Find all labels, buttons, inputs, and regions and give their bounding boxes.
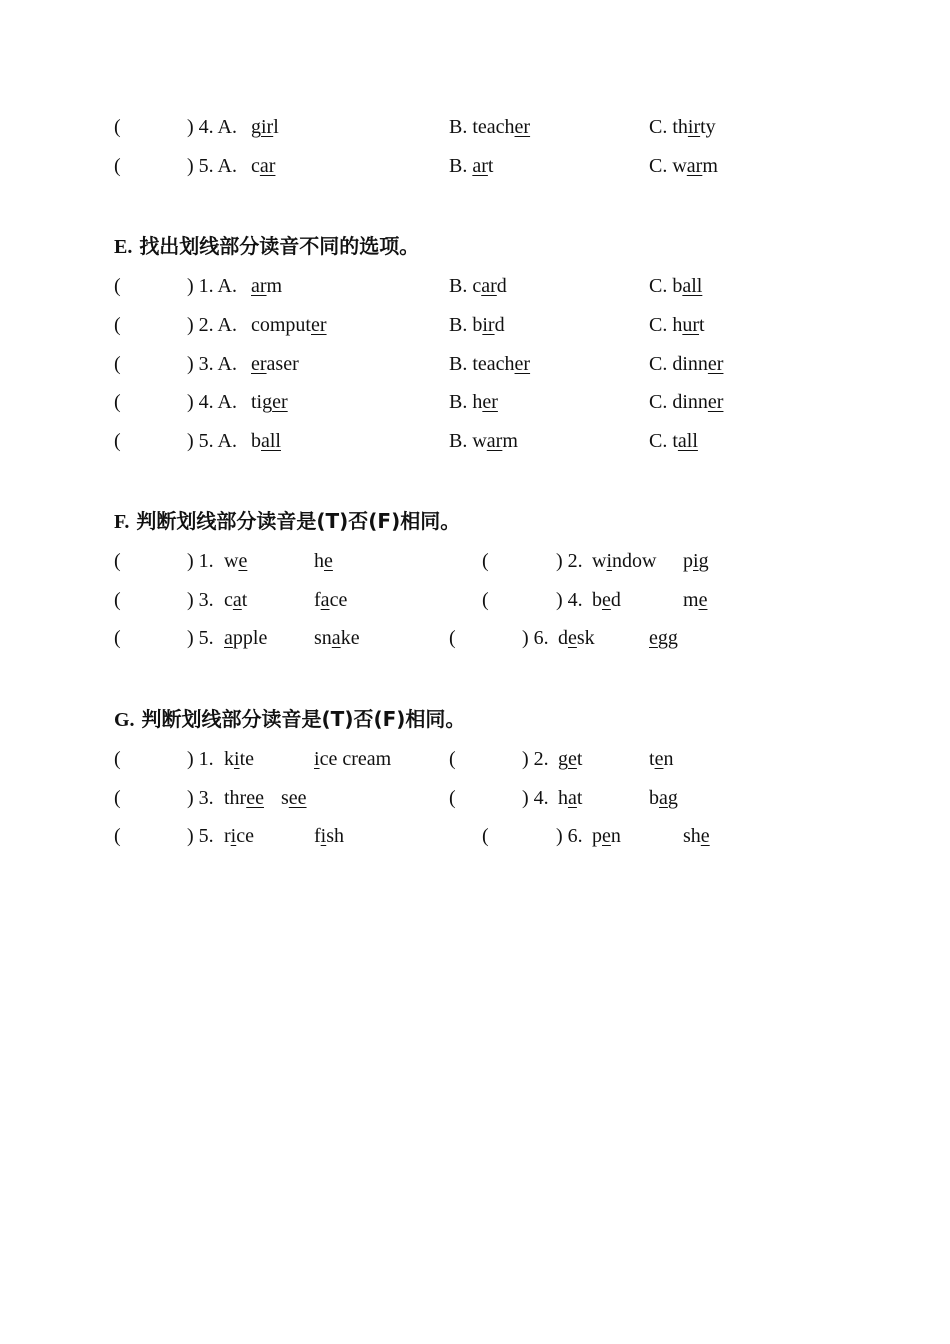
option-c: C. dinner — [649, 391, 724, 413]
option-c: C. ball — [649, 275, 703, 297]
section-letter: F. — [114, 511, 130, 533]
word-2: snake — [314, 627, 360, 649]
word-1: we — [224, 550, 248, 572]
question-number: ) 6. — [556, 825, 583, 847]
exercise-row — [0, 822, 950, 850]
answer-paren[interactable]: ( — [114, 155, 121, 177]
answer-paren[interactable]: ( — [114, 353, 121, 375]
option-a: eraser — [251, 353, 299, 375]
question-number: ) 3. A. — [187, 353, 237, 375]
exercise-row — [0, 586, 950, 614]
exercise-row — [0, 427, 950, 455]
word-1: rice — [224, 825, 254, 847]
section-title: 找出划线部分读音不同的选项。 — [139, 234, 420, 258]
question-number: ) 5. A. — [187, 155, 237, 177]
answer-paren[interactable]: ( — [482, 589, 489, 611]
answer-paren[interactable]: ( — [114, 391, 121, 413]
question-number: ) 3. — [187, 787, 214, 809]
answer-paren[interactable]: ( — [114, 787, 121, 809]
question-number: ) 2. — [522, 748, 549, 770]
word-2: fish — [314, 825, 345, 847]
word-1: apple — [224, 627, 268, 649]
question-number: ) 4. A. — [187, 391, 237, 413]
answer-paren[interactable]: ( — [114, 748, 121, 770]
option-a: tiger — [251, 391, 288, 413]
question-number: ) 2. A. — [187, 314, 237, 336]
answer-paren[interactable]: ( — [114, 825, 121, 847]
exercise-row — [0, 388, 950, 416]
option-c: C. hurt — [649, 314, 705, 336]
section-letter: G. — [114, 709, 135, 731]
question-number: ) 5. — [187, 627, 214, 649]
word-1: kite — [224, 748, 254, 770]
answer-paren[interactable]: ( — [114, 627, 121, 649]
question-number: ) 1. — [187, 550, 214, 572]
answer-paren[interactable]: ( — [114, 430, 121, 452]
answer-paren[interactable]: ( — [114, 589, 121, 611]
option-b: B. art — [449, 155, 494, 177]
option-b: B. teacher — [449, 116, 531, 138]
word-3: get — [558, 748, 583, 770]
answer-paren[interactable]: ( — [449, 748, 456, 770]
option-c: C. warm — [649, 155, 718, 177]
question-number: ) 4. — [556, 589, 583, 611]
section-f-heading — [114, 505, 460, 534]
word-2: see — [281, 787, 307, 809]
question-number: ) 6. — [522, 627, 549, 649]
word-4: ten — [649, 748, 674, 770]
option-a: arm — [251, 275, 283, 297]
option-a: girl — [251, 116, 279, 138]
question-number: ) 5. A. — [187, 430, 237, 452]
section-title: 判断划线部分读音是(T)否(F)相同。 — [141, 707, 466, 731]
question-number: ) 5. — [187, 825, 214, 847]
option-c: C. dinner — [649, 353, 724, 375]
word-3: bed — [592, 589, 621, 611]
option-b: B. bird — [449, 314, 505, 336]
word-4: pig — [683, 550, 709, 572]
option-b: B. teacher — [449, 353, 531, 375]
word-3: hat — [558, 787, 583, 809]
section-letter: E. — [114, 236, 133, 258]
answer-paren[interactable]: ( — [449, 627, 456, 649]
answer-paren[interactable]: ( — [482, 825, 489, 847]
answer-paren[interactable]: ( — [114, 116, 121, 138]
question-number: ) 1. — [187, 748, 214, 770]
option-a: computer — [251, 314, 327, 336]
answer-paren[interactable]: ( — [114, 550, 121, 572]
answer-paren[interactable]: ( — [114, 275, 121, 297]
question-number: ) 1. A. — [187, 275, 237, 297]
word-3: window — [592, 550, 657, 572]
answer-paren[interactable]: ( — [449, 787, 456, 809]
exercise-row — [0, 272, 950, 300]
exercise-row — [0, 784, 950, 812]
question-number: ) 3. — [187, 589, 214, 611]
word-2: ice cream — [314, 748, 392, 770]
exercise-row — [0, 113, 950, 141]
exercise-row — [0, 624, 950, 652]
word-2: he — [314, 550, 333, 572]
word-4: me — [683, 589, 708, 611]
word-4: she — [683, 825, 710, 847]
question-number: ) 2. — [556, 550, 583, 572]
word-4: egg — [649, 627, 678, 649]
word-4: bag — [649, 787, 678, 809]
word-1: three — [224, 787, 264, 809]
word-2: face — [314, 589, 348, 611]
option-a: car — [251, 155, 276, 177]
option-b: B. warm — [449, 430, 518, 452]
exercise-row — [0, 152, 950, 180]
section-g-heading — [114, 703, 465, 732]
section-title: 判断划线部分读音是(T)否(F)相同。 — [136, 509, 461, 533]
answer-paren[interactable]: ( — [114, 314, 121, 336]
option-b: B. card — [449, 275, 507, 297]
option-b: B. her — [449, 391, 498, 413]
word-1: cat — [224, 589, 248, 611]
word-3: pen — [592, 825, 621, 847]
word-3: desk — [558, 627, 595, 649]
option-a: ball — [251, 430, 281, 452]
exercise-row — [0, 350, 950, 378]
question-number: ) 4. A. — [187, 116, 237, 138]
option-c: C. tall — [649, 430, 698, 452]
section-e-heading — [114, 230, 419, 259]
option-c: C. thirty — [649, 116, 716, 138]
exercise-row — [0, 745, 950, 773]
question-number: ) 4. — [522, 787, 549, 809]
answer-paren[interactable]: ( — [482, 550, 489, 572]
exercise-row — [0, 547, 950, 575]
exercise-row — [0, 311, 950, 339]
